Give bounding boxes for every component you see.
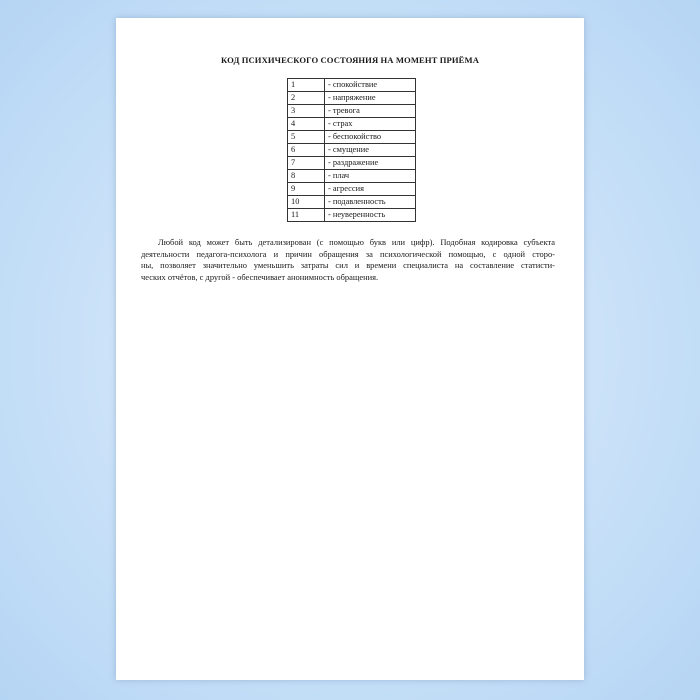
- paragraph-line: ны, позволяет значительно уменьшить затраты сил и времени специалиста на составление статисти-: [141, 260, 555, 271]
- code-cell: 9: [288, 183, 325, 196]
- table-row: [288, 196, 416, 209]
- table-row: [288, 105, 416, 118]
- body-paragraph: [141, 237, 555, 283]
- label-cell: - плач: [325, 170, 416, 183]
- page-title: КОД ПСИХИЧЕСКОГО СОСТОЯНИЯ НА МОМЕНТ ПРИЁМА: [220, 55, 480, 65]
- code-cell: 1: [288, 79, 325, 92]
- label-cell: - страх: [325, 118, 416, 131]
- table-row: [288, 157, 416, 170]
- paragraph-line: Любой код может быть детализирован (с помощью букв или цифр). Подобная кодировка субъекта: [158, 237, 555, 247]
- label-cell: - тревога: [325, 105, 416, 118]
- document-page: [116, 18, 584, 680]
- label-cell: - раздражение: [325, 157, 416, 170]
- table-row: [288, 131, 416, 144]
- table-row: [288, 209, 416, 222]
- code-cell: 3: [288, 105, 325, 118]
- table-row: [288, 183, 416, 196]
- label-cell: - неуверенность: [325, 209, 416, 222]
- paragraph-line: ческих отчётов, с другой - обеспечивает анонимность обращения.: [141, 271, 379, 282]
- code-cell: 2: [288, 92, 325, 105]
- label-cell: - напряжение: [325, 92, 416, 105]
- code-cell: 11: [288, 209, 325, 222]
- state-code-table: [287, 78, 416, 222]
- table-row: [288, 144, 416, 157]
- label-cell: - спокойствие: [325, 79, 416, 92]
- label-cell: - агрессия: [325, 183, 416, 196]
- code-cell: 8: [288, 170, 325, 183]
- table-row: [288, 170, 416, 183]
- label-cell: - подавленность: [325, 196, 416, 209]
- code-cell: 4: [288, 118, 325, 131]
- label-cell: - смущение: [325, 144, 416, 157]
- table-row: [288, 79, 416, 92]
- code-cell: 6: [288, 144, 325, 157]
- table-row: [288, 118, 416, 131]
- code-cell: 7: [288, 157, 325, 170]
- code-cell: 10: [288, 196, 325, 209]
- code-cell: 5: [288, 131, 325, 144]
- table-row: [288, 92, 416, 105]
- label-cell: - беспокойство: [325, 131, 416, 144]
- paragraph-line: деятельности педагога-психолога и причин обращения за психологической помощью, с одной сторо-: [141, 248, 555, 259]
